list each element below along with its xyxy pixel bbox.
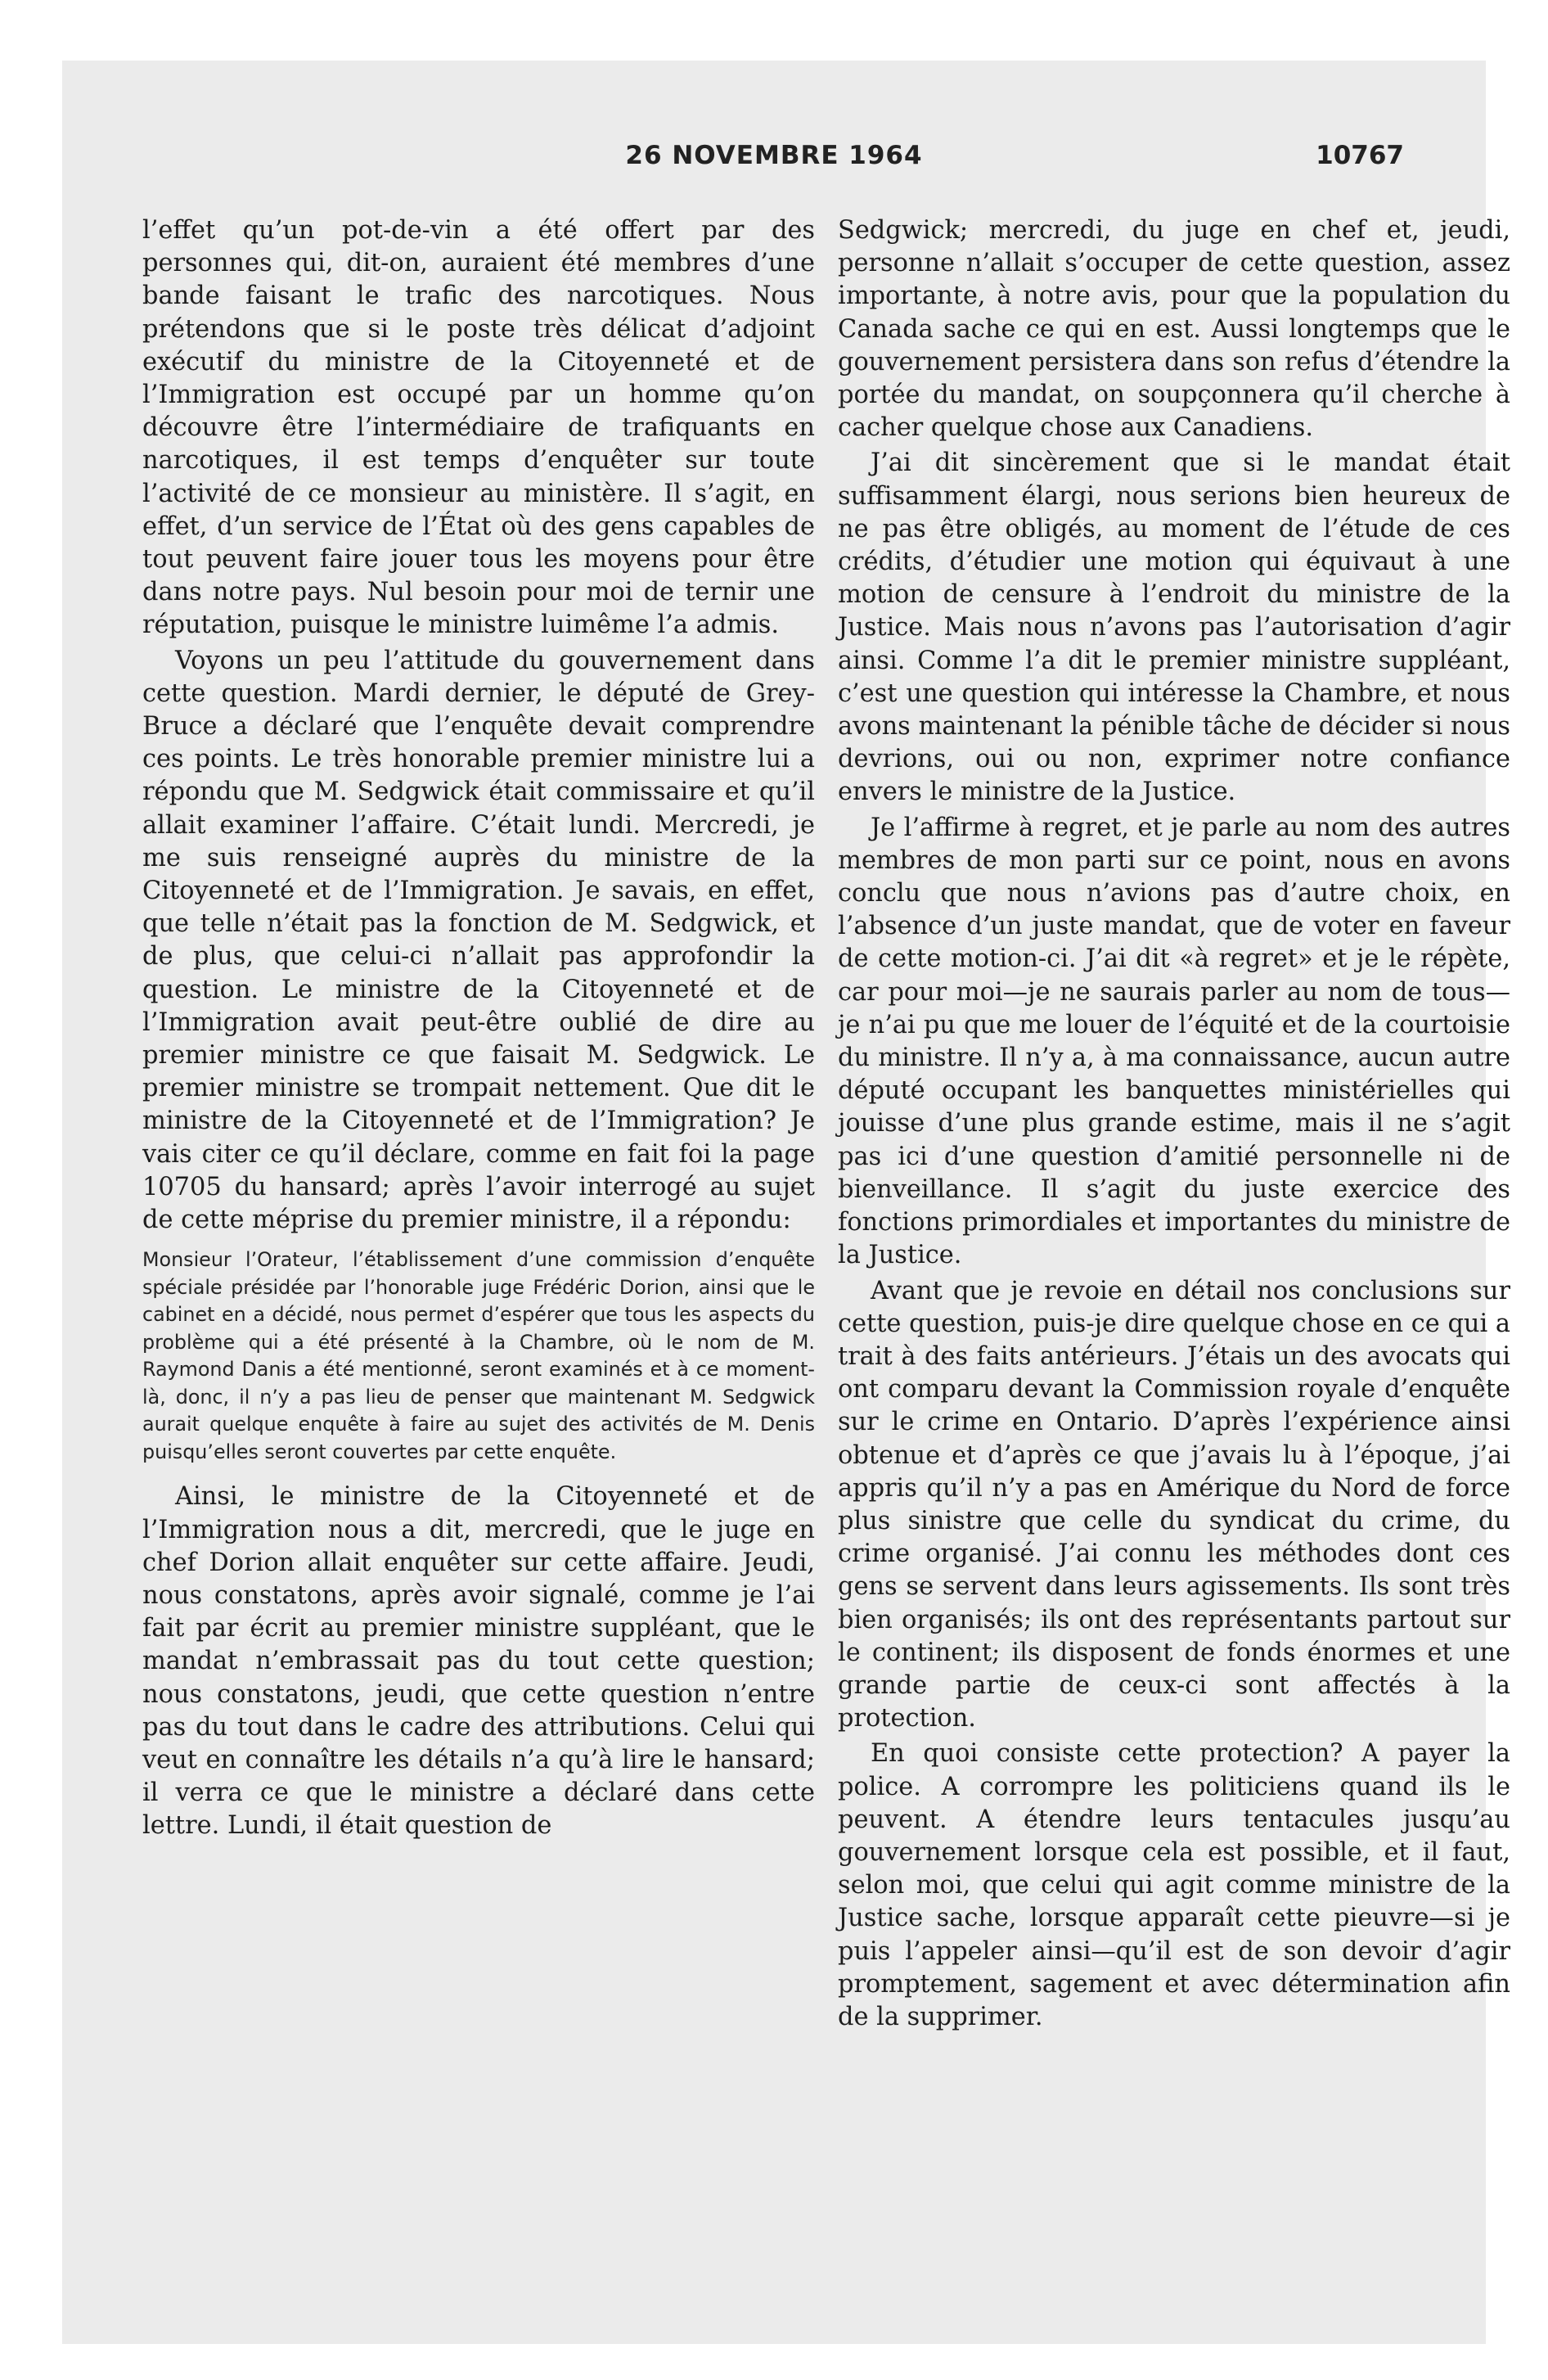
block-quote: Monsieur l’Orateur, l’établissement d’une commission d’enquête spéciale présidée par l’honorable juge Frédéric Dorion, ainsi que le cabinet en a décidé, nous permet d’espérer que tous les aspects du problème qui a été présenté à la Chambre, où le nom de M. Raymond Danis a été mentionné, seront examinés et à ce moment-là, donc, il n’y a pas lieu de penser que maintenant M. Sedgwick aurait quelque enquête à faire au sujet des activités de M. Denis puisqu’elles seront couvertes par cette enquête. bbox=[142, 1248, 815, 1463]
paragraph: Ainsi, le ministre de la Citoyenneté et de l’Immigration nous a dit, mercredi, que le juge en chef Dorion allait enquêter sur cette affaire. Jeudi, nous constatons, après avoir signalé, comme je l’ai fait par écrit au premier ministre suppléant, que le mandat n’embrassait pas du tout cette question; nous constatons, jeudi, que cette question n’entre pas du tout dans le cadre des attributions. Celui qui veut en connaître les détails n’a qu’à lire le hansard; il verra ce que le ministre a déclaré dans cette lettre. Lundi, il était question de bbox=[142, 1482, 815, 1841]
left-column bbox=[142, 214, 815, 1843]
paragraph: Je l’affirme à regret, et je parle au nom des autres membres de mon parti sur ce point, nous en avons conclu que nous n’avions pas d’autre choix, en l’absence d’un juste mandat, que de voter en faveur de cette motion-ci. J’ai dit «à regret» et je le répète, car pour moi—je ne saurais parler au nom de tous—je n’ai pu que me louer de l’équité et de la courtoisie du ministre. Il n’y a, à ma connaissance, aucun autre député occupant les banquettes ministérielles qui jouisse d’une plus grande estime, mais il ne s’agit pas ici d’une question d’amitié personnelle ni de bienveillance. Il s’agit du juste exercice des fonctions primordiales et importantes du ministre de la Justice. bbox=[838, 813, 1510, 1270]
paragraph: Sedgwick; mercredi, du juge en chef et, jeudi, personne n’allait s’occuper de cette question, assez importante, à notre avis, pour que la population du Canada sache ce qui en est. Aussi longtemps que le gouvernement persistera dans son refus d’étendre la portée du mandat, on soupçonnera qu’il cherche à cacher quelque chose aux Canadiens. bbox=[838, 216, 1510, 443]
paragraph: En quoi consiste cette protection? A payer la police. A corrompre les politiciens quand ils le peuvent. A étendre leurs tentacules jusqu’au gouvernement lorsque cela est possible, et il faut, selon moi, que celui qui agit comme ministre de la Justice sache, lorsque apparaît cette pieuvre—si je puis l’appeler ainsi—qu’il est de son devoir d’agir promptement, sagement et avec détermination afin de la supprimer. bbox=[838, 1739, 1510, 2031]
paragraph: Voyons un peu l’attitude du gouvernement dans cette question. Mardi dernier, le député de Grey-Bruce a déclaré que l’enquête devait comprendre ces points. Le très honorable premier ministre lui a répondu que M. Sedgwick était commissaire et qu’il allait examiner l’affaire. C’était lundi. Mercredi, je me suis renseigné auprès du ministre de la Citoyenneté et de l’Immigration. Je savais, en effet, que telle n’était pas la fonction de M. Sedgwick, et de plus, que celui-ci n’allait pas approfondir la question. Le ministre de la Citoyenneté et de l’Immigration avait peut-être oublié de dire au premier ministre ce que faisait M. Sedgwick. Le premier ministre se trompait nettement. Que dit le ministre de la Citoyenneté et de l’Immigration? Je vais citer ce qu’il déclare, comme en fait foi la page 10705 du hansard; après l’avoir interrogé au sujet de cette méprise du premier ministre, il a répondu: bbox=[142, 646, 815, 1235]
page-date: 26 NOVEMBRE 1964 bbox=[625, 141, 923, 170]
right-column bbox=[838, 214, 1510, 2034]
page-sheet bbox=[62, 61, 1510, 2344]
paragraph: l’effet qu’un pot-de-vin a été offert par des personnes qui, dit-on, auraient été membres d’une bande faisant le trafic des narcotiques. Nous prétendons que si le poste très délicat d’adjoint exécutif du ministre de la Citoyenneté et de l’Immigration est occupé par un homme qu’on découvre être l’intermédiaire de trafiquants en narcotiques, il est temps d’enquêter sur toute l’activité de ce monsieur au ministère. Il s’agit, en effet, d’un service de l’État où des gens capables de tout peuvent faire jouer tous les moyens pour être dans notre pays. Nul besoin pour moi de ternir une réputation, puisque le ministre luimême l’a admis. bbox=[142, 216, 815, 640]
paragraph: J’ai dit sincèrement que si le mandat était suffisamment élargi, nous serions bien heureux de ne pas être obligés, au moment de l’étude de ces crédits, d’étudier une motion qui équivaut à une motion de censure à l’endroit du ministre de la Justice. Mais nous n’avons pas l’autorisation d’agir ainsi. Comme l’a dit le premier ministre suppléant, c’est une question qui intéresse la Chambre, et nous avons maintenant la pénible tâche de décider si nous devrions, oui ou non, exprimer notre confiance envers le ministre de la Justice. bbox=[838, 449, 1510, 807]
page-number: 10767 bbox=[1316, 141, 1404, 170]
page-header bbox=[144, 141, 1404, 182]
paragraph: Avant que je revoie en détail nos conclusions sur cette question, puis-je dire quelque chose en ce qui a trait à des faits antérieurs. J’étais un des avocats qui ont comparu devant la Commission royale d’enquête sur le crime en Ontario. D’après l’expérience ainsi obtenue et d’après ce que j’avais lu à l’époque, j’ai appris qu’il n’y a pas en Amérique du Nord de force plus sinistre que celle du syndicat du crime, du crime organisé. J’ai connu les méthodes dont ces gens se servent dans leurs agissements. Ils sont très bien organisés; ils ont des représentants partout sur le continent; ils disposent de fonds énormes et une grande partie de ceux-ci sont affectés à la protection. bbox=[838, 1276, 1510, 1733]
